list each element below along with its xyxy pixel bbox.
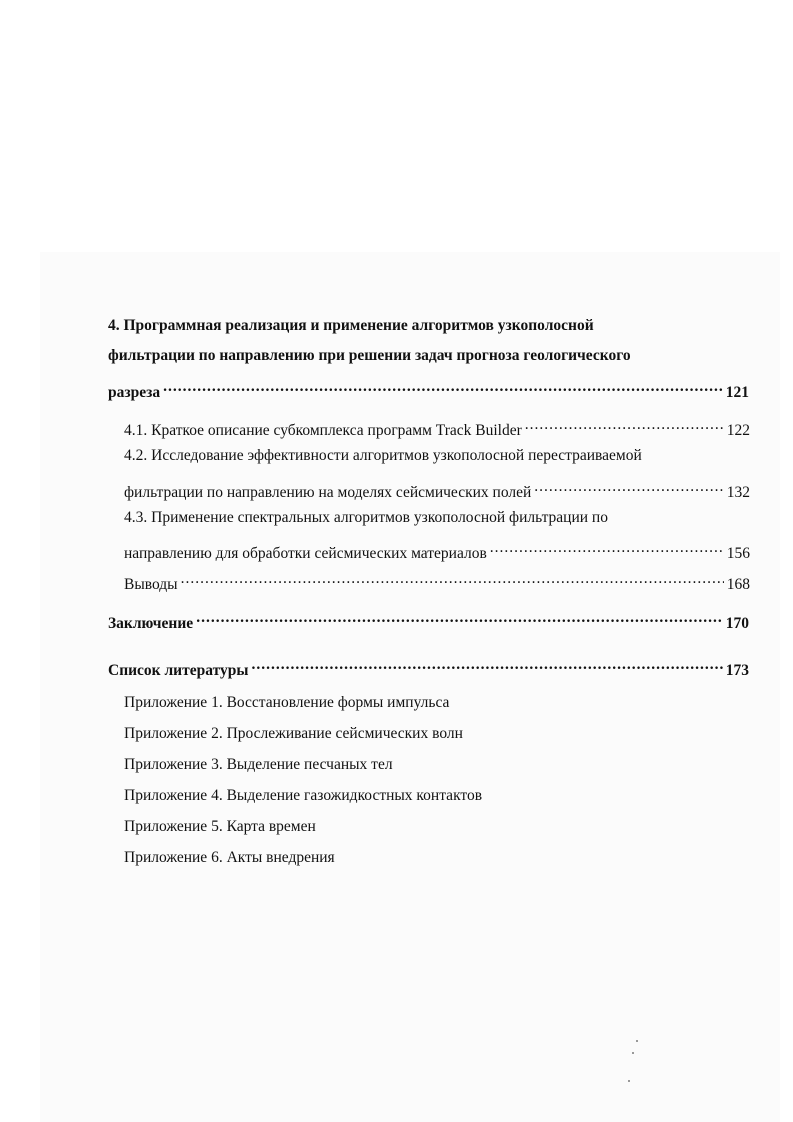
dot-leader: [525, 415, 724, 435]
toc-conclusions[interactable]: [124, 569, 750, 595]
toc-section-4-3[interactable]: [124, 538, 750, 564]
toc-references-title: Список литературы: [108, 662, 249, 679]
toc-chapter4-line1: 4. Программная реализация и применение алгоритмов узкополосной: [108, 317, 594, 334]
dot-leader: [196, 608, 723, 628]
toc-section-4-3-title-end: направлению для обработки сейсмических материалов: [124, 545, 487, 562]
toc-appendix-6[interactable]: Приложение 6. Акты внедрения: [124, 849, 335, 866]
toc-section-4-3-line1: 4.3. Применение спектральных алгоритмов узкополосной фильтрации по: [124, 509, 608, 526]
toc-appendix-3[interactable]: Приложение 3. Выделение песчаных тел: [124, 756, 393, 773]
toc-section-4-3-page: 156: [726, 545, 750, 562]
dot-leader: [251, 655, 722, 675]
toc-section-4-1[interactable]: [124, 415, 750, 441]
toc-appendix-4[interactable]: Приложение 4. Выделение газожидкостных контактов: [124, 787, 483, 804]
toc-conclusions-title: Выводы: [124, 576, 178, 593]
toc-section-4-2-title-end: фильтрации по направлению на моделях сейсмических полей: [124, 484, 532, 501]
scan-speck: [628, 1080, 630, 1082]
dot-leader: [534, 477, 723, 497]
toc-section-4-2[interactable]: [124, 477, 750, 503]
toc-appendix-1[interactable]: Приложение 1. Восстановление формы импульса: [124, 694, 450, 711]
toc-appendix-5[interactable]: Приложение 5. Карта времен: [124, 818, 316, 835]
toc-appendix-2[interactable]: Приложение 2. Прослеживание сейсмических волн: [124, 725, 463, 742]
toc-chapter4-page: 121: [725, 384, 749, 401]
toc-summary-page: 170: [725, 615, 749, 632]
toc-section-4-2-line1: 4.2. Исследование эффективности алгоритмов узкополосной перестраиваемой: [124, 447, 642, 464]
scan-speck: [632, 1052, 634, 1054]
dot-leader: [490, 538, 724, 558]
toc-references-page: 173: [725, 662, 749, 679]
scan-speck: [636, 1040, 638, 1042]
dot-leader: [163, 377, 723, 397]
dot-leader: [181, 569, 724, 589]
toc-section-4-1-title: 4.1. Краткое описание субкомплекса программ Track Builder: [124, 422, 522, 439]
toc-chapter4-entry[interactable]: [108, 377, 749, 403]
toc-summary-title: Заключение: [108, 615, 194, 632]
toc-references[interactable]: [108, 655, 749, 681]
toc-chapter4-line2: фильтрации по направлению при решении задач прогноза геологического: [108, 347, 631, 364]
toc-conclusions-page: 168: [726, 576, 750, 593]
toc-summary[interactable]: [108, 608, 749, 634]
toc-section-4-2-page: 132: [726, 484, 750, 501]
toc-section-4-1-page: 122: [726, 422, 750, 439]
toc-chapter4-title-end: разреза: [108, 384, 161, 401]
